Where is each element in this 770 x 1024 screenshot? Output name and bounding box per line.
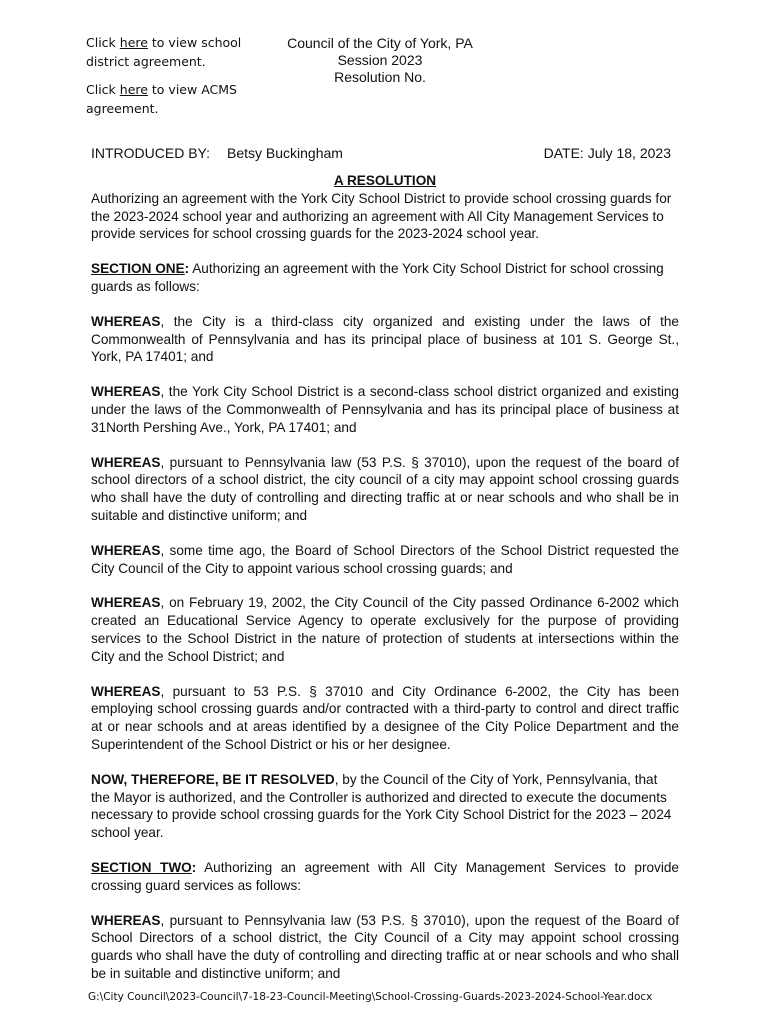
district-agreement-note: Click here to view school district agreement. bbox=[86, 35, 242, 69]
district-agreement-link[interactable]: here bbox=[119, 35, 148, 50]
agreement-links bbox=[86, 33, 256, 127]
resolution-body bbox=[91, 172, 679, 1000]
acms-agreement-link[interactable]: here bbox=[119, 82, 148, 97]
whereas-clause: WHEREAS, on February 19, 2002, the City Council of the City passed Ordinance 6-2002 which created an Educational Service Agency to operate exclusively for the purpose of providing services to the School District in the nature of protection of students at intersections within the City and the School District; and bbox=[91, 595, 679, 664]
resolution-title: A RESOLUTION bbox=[333, 173, 437, 188]
whereas-clause: WHEREAS, pursuant to 53 P.S. § 37010 and City Ordinance 6-2002, the City has been employing school crossing guards and/or contracted with a third-party to control and direct traffic at or near schools and at areas identified by a designee of the City Police Department and the Superintendent of the School District or his or her designee. bbox=[91, 683, 679, 752]
resolved-clause: NOW, THEREFORE, BE IT RESOLVED, by the Council of the City of York, Pennsylvania, that the Mayor is authorized, and the Controller is authorized and directed to execute the documents necessary to provide school crossing guards for the York City School District for the 2023 – 2024 school year. bbox=[91, 771, 672, 841]
sponsor-name: Betsy Buckingham bbox=[227, 145, 343, 161]
section-two-heading: SECTION TWO bbox=[91, 859, 192, 875]
acms-agreement-note: Click here to view ACMS agreement. bbox=[86, 82, 237, 116]
file-path-footer: G:\City Council\2023-Council\7-18-23-Council-Meeting\School-Crossing-Guards-2023-2024-School-Year.docx bbox=[88, 991, 653, 1003]
whereas-clause: WHEREAS, the York City School District is a second-class school district organized and existing under the laws of the Commonwealth of Pennsylvania and has its principal place of business at 31North Pershing Ave., York, PA 17401; and bbox=[91, 384, 679, 435]
resolution-number: Resolution No. bbox=[334, 69, 426, 85]
section-two: SECTION TWO: Authorizing an agreement with All City Management Services to provide crossing guard services as follows: bbox=[91, 859, 679, 893]
section-one-heading: SECTION ONE bbox=[91, 261, 185, 277]
whereas-clause: WHEREAS, pursuant to Pennsylvania law (53 P.S. § 37010), upon the request of the board of school directors of a school district, the city council of a city may appoint school crossing guards who shall have the duty of controlling and directing traffic at or near schools and who shall be in suitable and distinctive uniform; and bbox=[91, 454, 679, 523]
whereas-clause: WHEREAS, the City is a third-class city organized and existing under the laws of the Commonwealth of Pennsylvania and has its principal place of business at 101 S. George St., York, PA 17401; and bbox=[91, 313, 679, 365]
introduced-by-label: INTRODUCED BY: bbox=[91, 145, 211, 161]
resolution-date: DATE: July 18, 2023 bbox=[543, 145, 671, 161]
resolution-summary: Authorizing an agreement with the York City School District to provide school crossing guards for the 2023-2024 school year and authorizing an agreement with All City Management Services to provide services for school crossing guards for the 2023-2024 school year. bbox=[91, 190, 672, 242]
whereas-clause: WHEREAS, some time ago, the Board of School Directors of the School District requested the City Council of the City to appoint various school crossing guards; and bbox=[91, 542, 679, 576]
session: Session 2023 bbox=[337, 52, 423, 68]
document-header bbox=[260, 35, 500, 86]
council-name: Council of the City of York, PA bbox=[287, 35, 473, 51]
section-one: SECTION ONE: Authorizing an agreement with the York City School District for school crossing guards as follows: bbox=[91, 261, 664, 294]
whereas-clause: WHEREAS, pursuant to Pennsylvania law (53 P.S. § 37010), upon the request of the Board of School Directors of a school district, the City Council of a City may appoint school crossing guards who shall have the duty of controlling and directing traffic at or near schools and who shall be in suitable and distinctive uniform; and bbox=[91, 912, 679, 981]
introduced-by-line bbox=[91, 145, 681, 162]
